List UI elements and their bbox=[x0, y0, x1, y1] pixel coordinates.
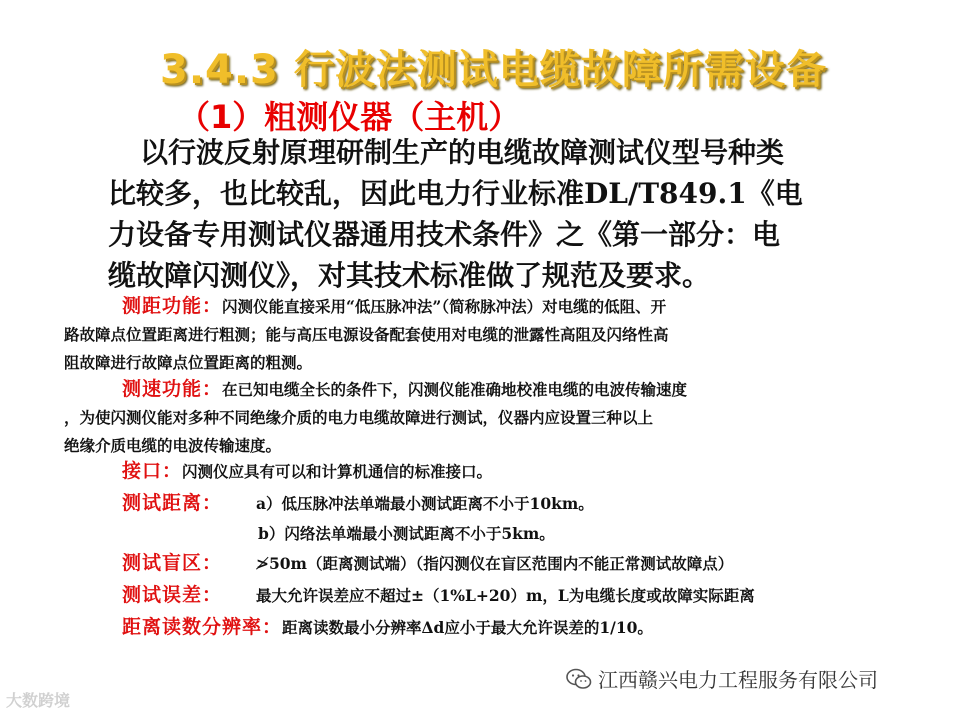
footer-brand bbox=[566, 664, 878, 693]
watermark-text: 大数跨境 bbox=[6, 691, 71, 710]
spec-label-blind: 测试盲区： bbox=[122, 552, 223, 574]
spec-label-distance: 测试距离： bbox=[122, 492, 223, 514]
spec-text: a）低压脉冲法单端最小测试距离不小于10km。 bbox=[256, 494, 594, 513]
spec-text: ≯50m（距离测试端）（指闪测仪在盲区范围内不能正常测试故障点） bbox=[256, 554, 734, 573]
spec-interface bbox=[122, 456, 492, 487]
spec-velocity bbox=[64, 375, 914, 460]
spec-text: ，为使闪测仪能对多种不同绝缘介质的电力电缆故障进行测试，仪器内应设置三种以上 bbox=[64, 408, 654, 427]
spec-label-resolution: 距离读数分辨率： bbox=[122, 616, 283, 638]
spec-error bbox=[122, 580, 755, 611]
intro-line: 缆故障闪测仪》，对其技术标准做了规范及要求。 bbox=[108, 259, 711, 292]
footer-company: 江西赣兴电力工程服务有限公司 bbox=[598, 668, 878, 692]
intro-line: 力设备专用测试仪器通用技术条件》之《第一部分：电 bbox=[108, 218, 781, 251]
spec-text: 闪测仪能直接采用“低压脉冲法”（简称脉冲法）对电缆的低阻、开 bbox=[222, 297, 667, 316]
spec-text: 绝缘介质电缆的电波传输速度。 bbox=[64, 436, 282, 455]
spec-text: 最大允许误差应不超过±（1%L+20）m，L为电缆长度或故障实际距离 bbox=[256, 586, 755, 605]
spec-text: 闪测仪应具有可以和计算机通信的标准接口。 bbox=[182, 462, 493, 481]
spec-resolution bbox=[122, 612, 653, 643]
intro-line: 以行波反射原理研制生产的电缆故障测试仪型号种类 bbox=[140, 136, 785, 169]
spec-label-error: 测试误差： bbox=[122, 584, 223, 606]
intro-paragraph bbox=[108, 132, 888, 296]
spec-text: 阻故障进行故障点位置距离的粗测。 bbox=[64, 353, 313, 372]
spec-label-velocity: 测速功能： bbox=[122, 378, 223, 400]
watermark bbox=[6, 688, 70, 711]
spec-text: 在已知电缆全长的条件下，闪测仪能准确地校准电缆的电波传输速度 bbox=[222, 380, 688, 399]
spec-text: 距离读数最小分辨率Δd应小于最大允许误差的1/10。 bbox=[282, 618, 653, 637]
page-title: 3.4.3 行波法测试电缆故障所需设备 bbox=[160, 47, 827, 93]
spec-label-ranging: 测距功能： bbox=[122, 295, 223, 317]
section-subtitle: （1）粗测仪器（主机） bbox=[178, 98, 521, 136]
spec-distance-b: b）闪络法单端最小测试距离不小于5km。 bbox=[258, 524, 555, 543]
wechat-icon bbox=[566, 668, 592, 690]
spec-blind bbox=[122, 548, 733, 579]
spec-text: 路故障点位置距离进行粗测；能与高压电源设备配套使用对电缆的泄露性高阻及闪络性高 bbox=[64, 325, 669, 344]
spec-ranging bbox=[64, 292, 914, 377]
spec-distance bbox=[122, 488, 594, 519]
spec-label-interface: 接口： bbox=[122, 460, 183, 482]
intro-line: 比较多，也比较乱，因此电力行业标准DL/T849.1《电 bbox=[108, 177, 803, 210]
